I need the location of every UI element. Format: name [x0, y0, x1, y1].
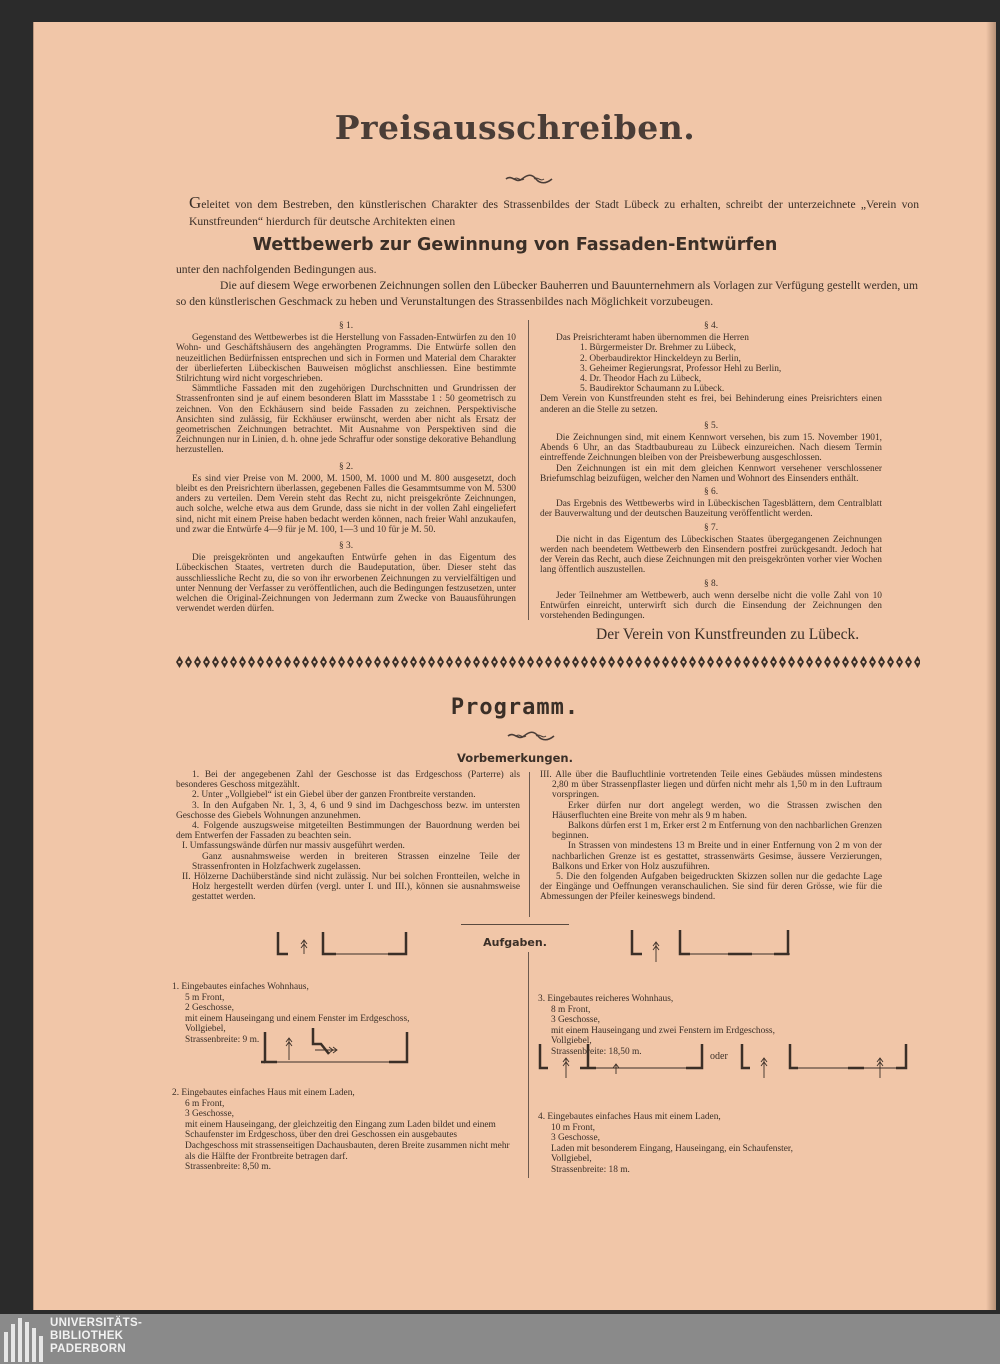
task-line: 3. Eingebautes reicheres Wohnhaus, — [538, 994, 674, 1004]
page-title: Preisausschreiben. — [334, 108, 696, 147]
task-line: Vollgiebel, — [551, 1036, 592, 1047]
tasks-title: Aufgaben. — [483, 936, 547, 949]
task-line: Strassenbreite: 18,50 m. — [551, 1046, 642, 1057]
remarks-left-column — [176, 770, 520, 903]
section-heading: § 3. — [338, 541, 354, 552]
section-paragraph: Gegenstand des Wettbewerbes ist die Herstellung von Fassaden-Entwürfen zu den 10 Wohn- und Geschäftshäusern des angehängten Programms. Die Entwürfe sollen den neuzeitlichen Bedürfnissen entsprechen und sich in Formen und Material dem Charakter der überlieferten Lübeckischen Bauweisen möglichst anschliessen. Eine bestimmte Stilrichtung wird nicht vorgeschrieben. — [176, 333, 516, 385]
intro-text: eleitet von dem Bestreben, den künstlerischen Charakter des Strassenbildes der Stadt Lübeck zu erhalten, schreibt der unterzeichnete „Verein von Kunstfreunden“ hierdurch für deutsche Architekten einen — [189, 198, 919, 228]
task-line: Laden mit besonderem Eingang, Hauseingang, ein Schaufenster, — [551, 1143, 793, 1154]
competition-subtitle: Wettbewerb zur Gewinnung von Fassaden-Entwürfen — [252, 235, 778, 255]
ornament-swirl-icon — [504, 173, 554, 185]
conditions-right-column — [540, 318, 882, 621]
remark-item: Ganz ausnahmsweise werden in breiteren Strassen einzelne Teile der Strassenfronten in Holzfachwerk zugelassen. — [192, 851, 520, 872]
task-line: 2. Eingebautes einfaches Haus mit einem Laden, — [172, 1088, 355, 1098]
task-4-sketch-a-icon — [536, 1040, 716, 1084]
section-paragraph: Die nicht in das Eigentum des Lübeckischen Staates übergegangenen Zeichnungen werden nach beendetem Wettbewerb den Einsendern postfrei zurückgesandt. Jedoch hat der Verein das Recht, auch diese Zeichnungen mit den preisgekrönten vorher vier Wochen lang öffentlich auszustellen. — [540, 534, 882, 576]
juror-item: 4. Dr. Theodor Hach zu Lübeck, — [580, 374, 702, 385]
task-line: mit einem Hauseingang und zwei Fenstern im Erdgeschoss, — [551, 1025, 775, 1036]
task-4-sketch-b-icon — [734, 1040, 914, 1084]
remark-item: Erker dürfen nur dort angelegt werden, wo die Strassen zwischen den Häuserfluchten eine Breite von mehr als 9 m haben. — [552, 800, 882, 821]
section-paragraph: Das Ergebnis des Wettbewerbs wird in Lübeckischen Tagesblättern, dem Centralblatt der Bauverwaltung und der deutschen Bauzeitung veröffentlicht werden. — [540, 499, 882, 520]
task-line: 3 Geschosse, — [185, 1109, 234, 1120]
section-heading: § 8. — [703, 578, 719, 589]
juror-item: 2. Oberbaudirektor Hinckeldeyn zu Berlin, — [580, 353, 741, 364]
task-line: Vollgiebel, — [551, 1154, 592, 1165]
remark-item: II. Hölzerne Dachüberstände sind nicht zulässig. Nur bei solchen Frontteilen, welche in Holz hergestellt werden dürfen (vergl. unter I. und III.), können sie ausnahmsweise gestattet werden. — [182, 872, 520, 903]
library-logo-icon — [4, 1316, 44, 1362]
conditions-paragraph — [176, 262, 918, 310]
section-heading: § 2. — [338, 461, 354, 472]
column-divider — [529, 772, 530, 917]
task-line: 3 Geschosse, — [551, 1133, 600, 1144]
task-line: Strassenbreite: 18 m. — [551, 1164, 630, 1175]
remark-item: 1. Bei der angegebenen Zahl der Geschosse ist das Erdgeschoss (Parterre) als besonderes Geschoss mitgezählt. — [176, 770, 520, 791]
task-2 — [172, 1088, 512, 1173]
library-name — [50, 1317, 142, 1356]
conditions-left-column — [176, 318, 516, 614]
conditions-line: unter den nachfolgenden Bedingungen aus. — [176, 263, 377, 276]
task-line: Strassenbreite: 8,50 m. — [185, 1162, 271, 1173]
intro-paragraph — [189, 194, 919, 230]
library-name-line: BIBLIOTHEK — [50, 1330, 124, 1342]
remark-item: 3. In den Aufgaben Nr. 1, 3, 4, 6 und 9 sind im Dachgeschoss bezw. im untersten Geschosse des Giebels Wohnungen anzunehmen. — [176, 800, 520, 821]
section-paragraph: Die Zeichnungen sind, mit einem Kennwort versehen, bis zum 15. November 1901, Abends 6 Uhr, an das Stadtbaubureau zu Lübeck einzureichen. Nach diesem Termin eintreffende Zeichnungen bleiben von der Preisbewerbung ausgeschlossen. — [540, 433, 882, 464]
library-name-line: UNIVERSITÄTS- — [50, 1317, 143, 1329]
column-divider — [528, 320, 529, 620]
task-line: 4. Eingebautes einfaches Haus mit einem Laden, — [538, 1112, 721, 1122]
section-heading: § 4. — [703, 321, 719, 331]
task-line: mit einem Hauseingang, der gleichzeitig den Eingang zum Laden bildet und einem Schaufenster im Erdgeschoss, über den drei Geschossen ein ausgebautes Dachgeschoss mit strassenseitigen Dachausbauten, deren Breite zusammen nicht mehr als die Hälfte der Frontbreite betragen darf. — [185, 1119, 510, 1162]
remark-item: In Strassen von mindestens 13 m Breite und in einer Entfernung von 2 m von der nachbarlichen Grenze ist es gestattet, strassenwärts Gesimse, äussere Verzierungen, Balkons und Erker von Holz auszuführen. — [552, 841, 882, 872]
section-rule — [461, 924, 569, 925]
section-paragraph: Sämmtliche Fassaden mit den zugehörigen Durchschnitten und Grundrissen der Strassenfronten sind je auf einem besonderen Blatt im Massstabe 1 : 50 geometrisch zu zeichnen. Von den Eckhäusern sind beide Fassaden zu zeichnen. Perspektivische Ansichten sind zulässig, für Eckhäuser erwünscht, werden aber nicht als Ersatz der geometrischen Zeichnungen betrachtet. Mit Ausnahme von Perspektiven sind die Zeichnungen nur in Linien, d. h. ohne jede Schraffur oder sonstige dekorative Behandlung herzustellen. — [176, 384, 516, 456]
juror-item: 1. Bürgermeister Dr. Brehmer zu Lübeck, — [580, 343, 737, 354]
task-line: 10 m Front, — [551, 1122, 596, 1133]
task-line: 1. Eingebautes einfaches Wohnhaus, — [172, 982, 309, 992]
remark-item: 2. Unter „Vollgiebel“ ist ein Giebel über der ganzen Frontbreite verstanden. — [192, 790, 476, 801]
task-line: 5 m Front, — [185, 992, 225, 1003]
task-line: 6 m Front, — [185, 1098, 225, 1109]
section-paragraph: Jeder Teilnehmer am Wettbewerb, auch wenn derselbe nicht die volle Zahl von 10 Entwürfen einreicht, unterwirft sich durch die Einsendung der Zeichnungen den vorstehenden Bedingungen. — [540, 590, 882, 622]
task-line: Vollgiebel, — [185, 1024, 226, 1035]
signature: Der Verein von Kunstfreunden zu Lübeck. — [596, 626, 860, 643]
section-heading: § 1. — [338, 321, 354, 331]
task-line: 2 Geschosse, — [185, 1003, 234, 1014]
remark-item: I. Umfassungswände dürfen nur massiv ausgeführt werden. — [182, 841, 405, 852]
remarks-right-column — [540, 770, 882, 903]
library-name-line: PADERBORN — [50, 1343, 126, 1355]
remark-item: 4. Folgende auszugsweise mitgeteilten Bestimmungen der Bauordnung werden bei dem Entwerfen der Fassaden zu beachten sein. — [176, 821, 520, 842]
task-line: Strassenbreite: 9 m. — [185, 1034, 260, 1045]
ornament-swirl-icon — [506, 730, 556, 742]
section-paragraph: Die preisgekrönten und angekauften Entwürfe gehen in das Eigentum des Lübeckischen Staates, vertreten durch die Baudeputation, über. Dieser steht das ausschliessliche Recht zu, die so von ihr erworbenen Zeichnungen zu vervielfältigen und unter Nennung der Verfasser zu veröffentlichen, auch die Bedingungen festzusetzen, unter welchen die Original-Zeichnungen von Jedermann zum Zwecke von Bauausführungen verwendet werden dürfen. — [176, 553, 516, 615]
section-paragraph: Den Zeichnungen ist ein mit dem gleichen Kennwort versehener verschlossener Briefumschlag beizufügen, welcher den Namen und Wohnort des Einsenders enthält. — [540, 463, 882, 484]
task-line: mit einem Hauseingang und einem Fenster im Erdgeschoss, — [185, 1013, 410, 1024]
remark-item: III. Alle über die Baufluchtlinie vortretenden Teile eines Gebäudes müssen mindestens 2,80 m über Strassenpflaster liegen und dürfen nicht mehr als 1,50 m in den Luftraum vorspringen. — [540, 770, 882, 801]
program-title: Programm. — [450, 695, 580, 720]
task-line: 3 Geschosse, — [551, 1015, 600, 1026]
remark-item: Balkons dürfen erst 1 m, Erker erst 2 m Entfernung von den nachbarlichen Grenzen beginnen. — [552, 821, 882, 842]
ornamental-border-icon — [175, 655, 920, 669]
or-label: oder — [710, 1051, 728, 1062]
section-paragraph: Es sind vier Preise von M. 2000, M. 1500, M. 1000 und M. 800 ausgesetzt, doch bleibt es den Preisrichtern überlassen, gegebenen Falles die Gesammtsumme von M. 5300 anders zu verteilen. Dem Verein steht das Recht zu, nicht preisgekrönte Zeichnungen, auch solche, welche etwa aus dem Grunde, dass sie nicht in der vollen Zahl eingeliefert sind, nicht mit einem Preise haben bedacht werden können, nach freier Wahl anzukaufen, und zwar die Entwürfe 4—9 für je M. 100, 1—3 und 10 für je M. 50. — [176, 473, 516, 535]
task-line: 8 m Front, — [551, 1004, 591, 1015]
preliminary-remarks-title: Vorbemerkungen. — [457, 751, 573, 765]
task-2-sketch-icon — [259, 1024, 419, 1066]
task-1-sketch-icon — [278, 928, 418, 970]
intro-initial: G — [189, 193, 202, 212]
section-heading: § 6. — [703, 487, 719, 498]
section-heading: § 5. — [703, 420, 719, 431]
purpose-text: Die auf diesem Wege erworbenen Zeichnungen sollen den Lübecker Bauherren und Bauunternehmern als Vorlagen zur Verfügung gestellt werden, um so den künstlerischen Geschmack zu heben und Verunstaltungen des Strassenbildes nach Möglichkeit vorzubeugen. — [176, 279, 918, 308]
task-3-sketch-icon — [630, 928, 800, 970]
juror-note: Dem Verein von Kunstfreunden steht es frei, bei Behinderung eines Preisrichters einen anderen an die Stelle zu setzen. — [540, 394, 882, 415]
task-4 — [538, 1112, 878, 1176]
library-footer — [0, 1314, 1000, 1364]
column-divider — [528, 952, 529, 1178]
juror-item: 3. Geheimer Regierungsrat, Professor Hehl zu Berlin, — [580, 363, 782, 374]
juror-item: 5. Baudirektor Schaumann zu Lübeck. — [580, 384, 725, 395]
document-page — [33, 22, 996, 1310]
juror-intro: Das Preisrichteramt haben übernommen die Herren — [556, 333, 749, 344]
remark-item: 5. Die den folgenden Aufgaben beigedruckten Skizzen sollen nur die gedachte Lage der Eingänge und Oeffnungen veranschaulichen. Sie sind für deren Grösse, wie für die Abmessungen der Pfeiler keineswegs bindend. — [540, 872, 882, 903]
section-heading: § 7. — [703, 522, 719, 533]
